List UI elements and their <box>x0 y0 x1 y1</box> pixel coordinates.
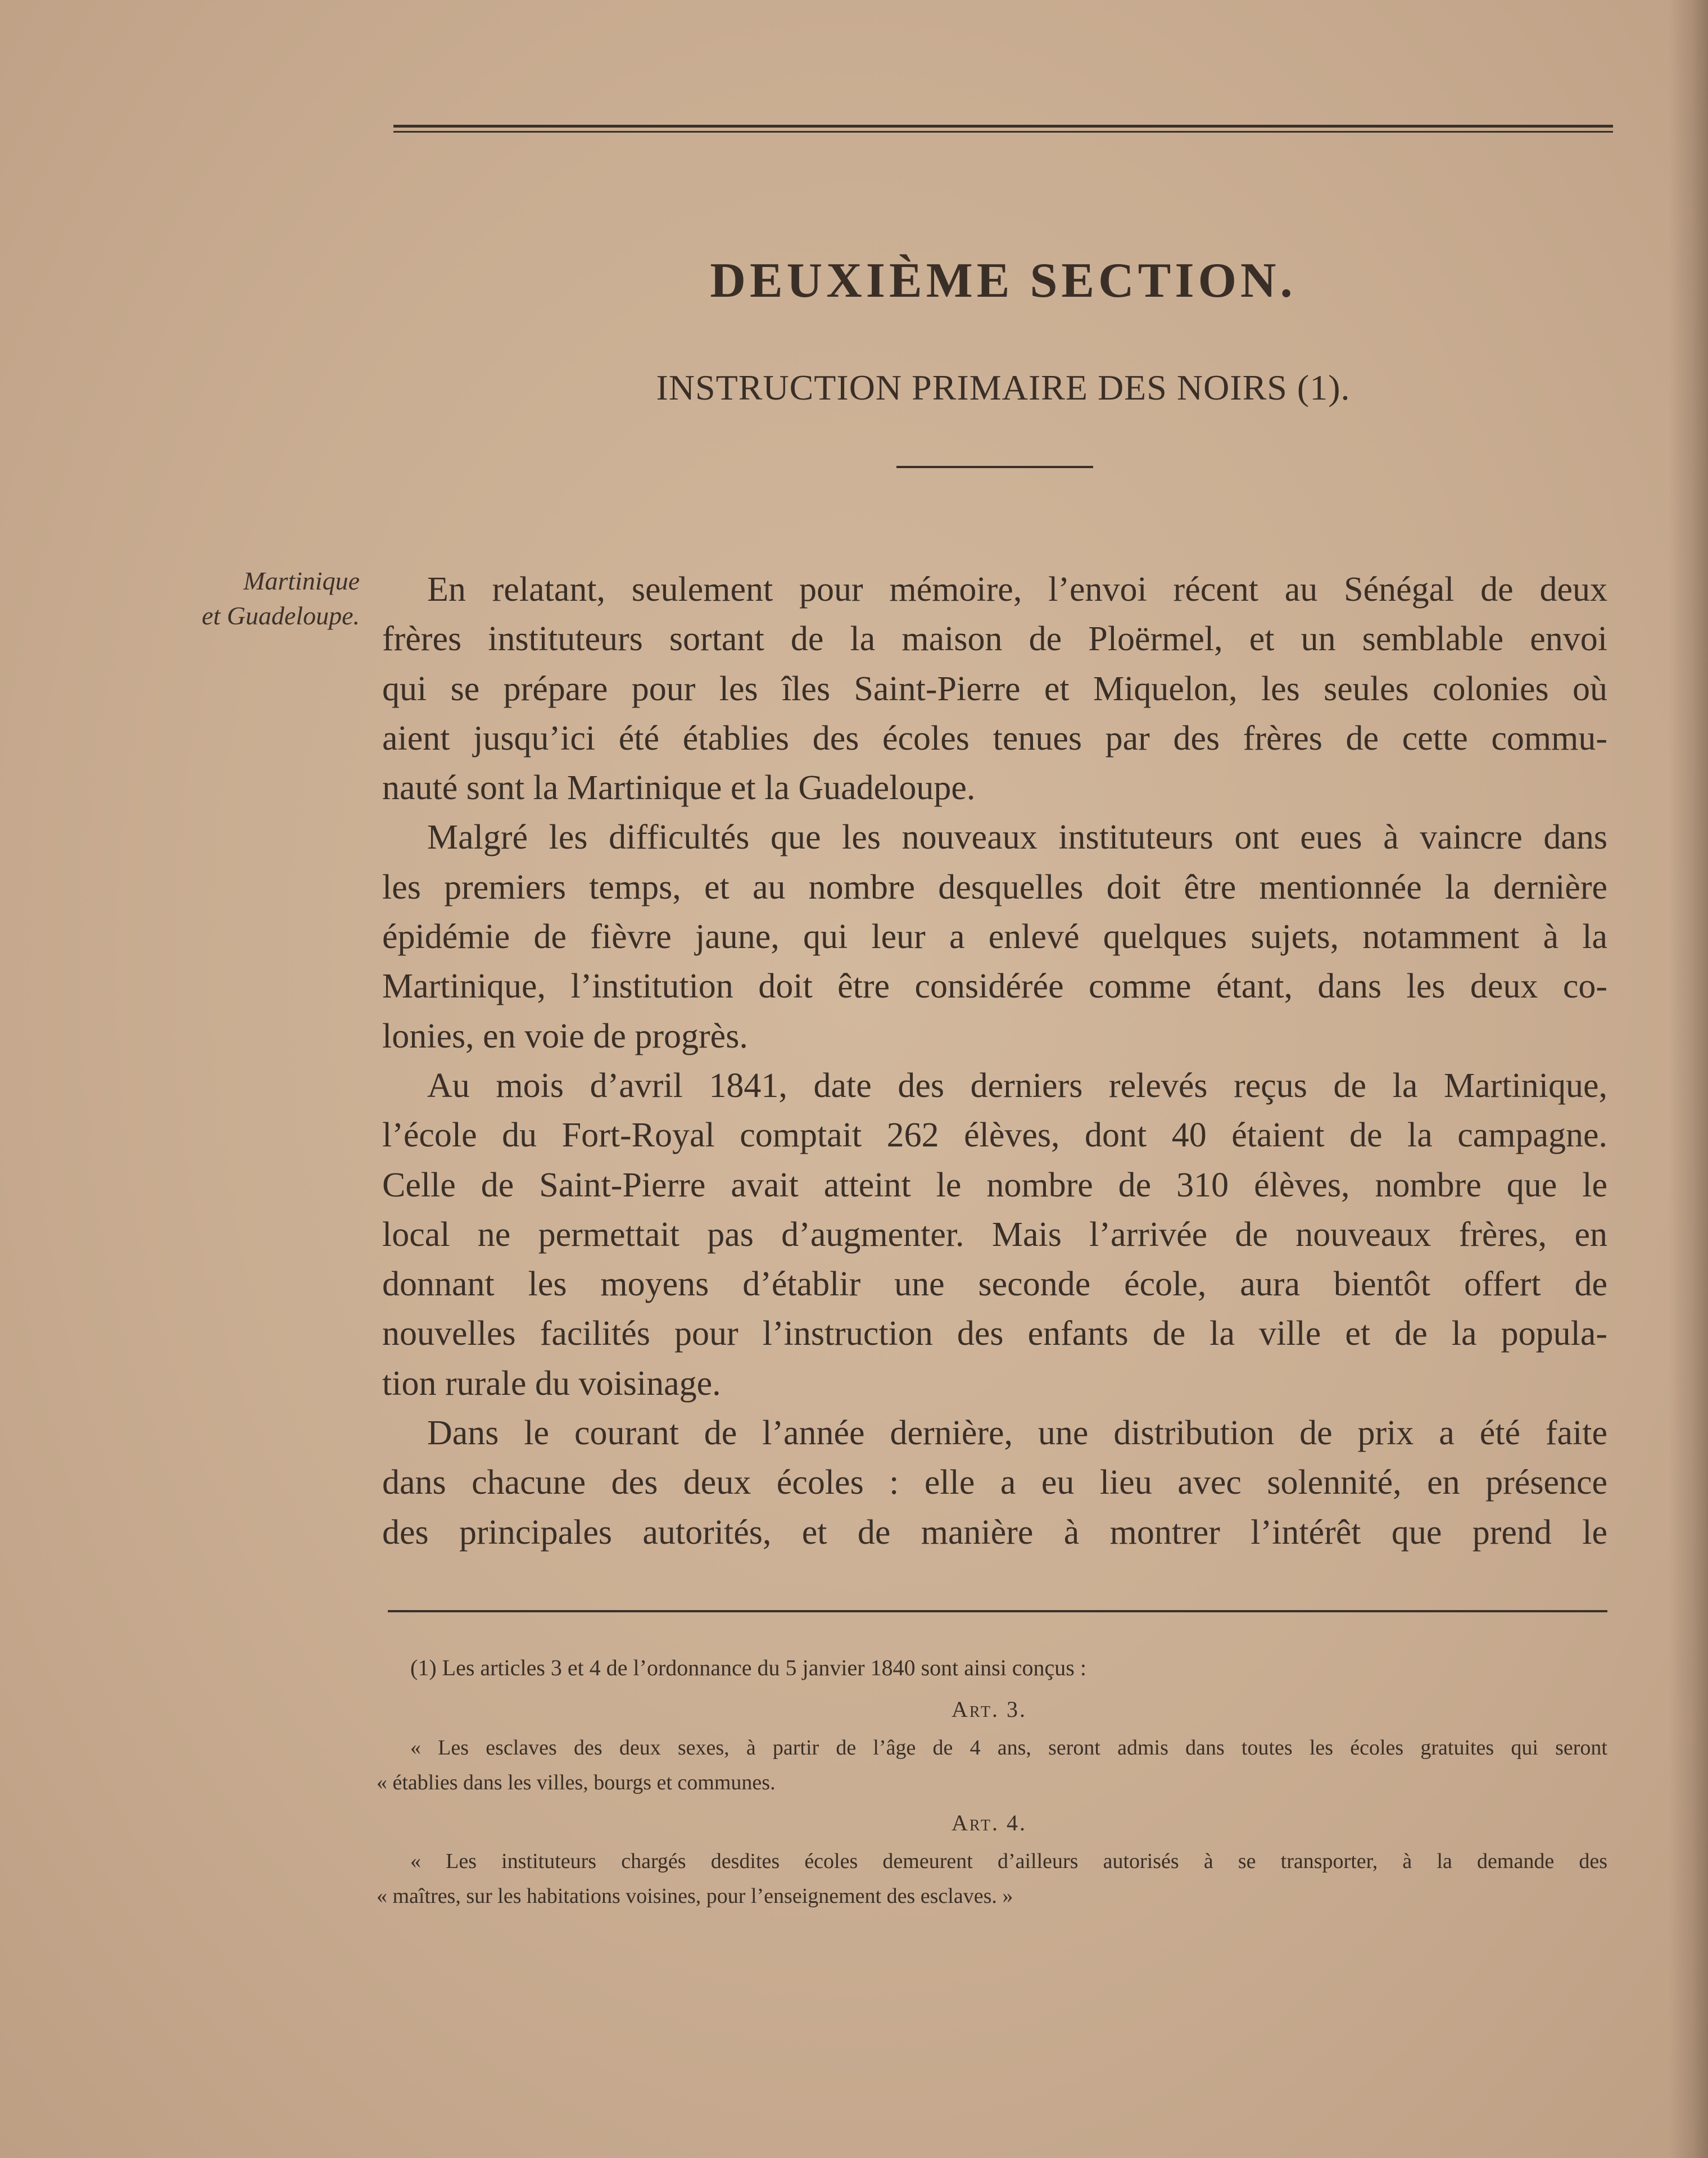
margin-note-line: et Guadeloupe. <box>201 601 360 630</box>
paragraph-line: nauté sont la Martinique et la Guadeloupe. <box>382 769 976 808</box>
title-separator-rule <box>896 466 1093 468</box>
margin-note <box>118 564 360 633</box>
paragraph-line: En relatant, seulement pour mémoire, l’envoi récent au Sénégal de deux <box>427 570 1607 609</box>
section-title: DEUXIÈME SECTION. <box>710 253 1297 308</box>
footnote-quote-line: « Les instituteurs chargés desdites écoles demeurent d’ailleurs autorisés à se transporter, à la demande des <box>410 1849 1607 1873</box>
paragraph-line: qui se prépare pour les îles Saint-Pierre et Miquelon, les seules colonies où <box>382 669 1607 708</box>
paragraph-line: l’école du Fort-Royal comptait 262 élèves, dont 40 étaient de la campagne. <box>382 1116 1607 1155</box>
paragraph-line: dans chacune des deux écoles : elle a eu lieu avec solennité, en présence <box>382 1463 1607 1502</box>
paragraph-line: les premiers temps, et au nombre desquelles doit être mentionnée la dernière <box>382 868 1607 906</box>
footnote-rule <box>388 1610 1607 1612</box>
paragraph-line: Malgré les difficultés que les nouveaux instituteurs ont eues à vaincre dans <box>427 818 1607 857</box>
paragraph-line: tion rurale du voisinage. <box>382 1364 721 1403</box>
paragraph-line: frères instituteurs sortant de la maison de Ploërmel, et un semblable envoi <box>382 620 1607 659</box>
footnote-intro: (1) Les articles 3 et 4 de l’ordonnance du 5 janvier 1840 sont ainsi conçus : <box>410 1655 1086 1680</box>
paragraph-line: des principales autorités, et de manière à montrer l’intérêt que prend le <box>382 1513 1607 1552</box>
paragraph-line: nouvelles facilités pour l’instruction des enfants de la ville et de la popula- <box>382 1314 1607 1353</box>
paragraph-line: aient jusqu’ici été établies des écoles tenues par des frères de cette commu- <box>382 719 1607 758</box>
footnotes <box>371 1649 1607 1914</box>
paragraph-line: Au mois d’avril 1841, date des derniers relevés reçus de la Martinique, <box>427 1066 1607 1105</box>
paragraph-line: Dans le courant de l’année dernière, une distribution de prix a été faite <box>427 1414 1607 1453</box>
footnote-article-heading: Art. 3. <box>952 1697 1027 1722</box>
margin-note-line: Martinique <box>243 566 360 595</box>
paragraph-line: Martinique, l’institution doit être considérée comme étant, dans les deux co- <box>382 967 1607 1006</box>
footnote-quote-line: « établies dans les villes, bourgs et communes. <box>377 1771 776 1794</box>
paragraph-line: local ne permettait pas d’augmenter. Mais l’arrivée de nouveaux frères, en <box>382 1215 1607 1254</box>
paragraph-line: lonies, en voie de progrès. <box>382 1017 748 1055</box>
paragraph-line: épidémie de fièvre jaune, qui leur a enlevé quelques sujets, notamment à la <box>382 918 1607 956</box>
section-subtitle: INSTRUCTION PRIMAIRE DES NOIRS (1). <box>656 368 1351 407</box>
body-text <box>382 565 1607 1557</box>
paragraph-line: Celle de Saint-Pierre avait atteint le nombre de 310 élèves, nombre que le <box>382 1166 1607 1204</box>
footnote-article-heading: Art. 4. <box>952 1810 1027 1835</box>
header-double-rule <box>393 125 1613 133</box>
page-shadow-edge <box>1669 0 1708 2158</box>
footnote-quote-line: « Les esclaves des deux sexes, à partir de l’âge de 4 ans, seront admis dans toutes les écoles gratuites qui seront <box>410 1736 1607 1760</box>
paragraph-line: donnant les moyens d’établir une seconde école, aura bientôt offert de <box>382 1265 1607 1304</box>
footnote-quote-line: « maîtres, sur les habitations voisines, pour l’enseignement des esclaves. » <box>377 1884 1013 1908</box>
